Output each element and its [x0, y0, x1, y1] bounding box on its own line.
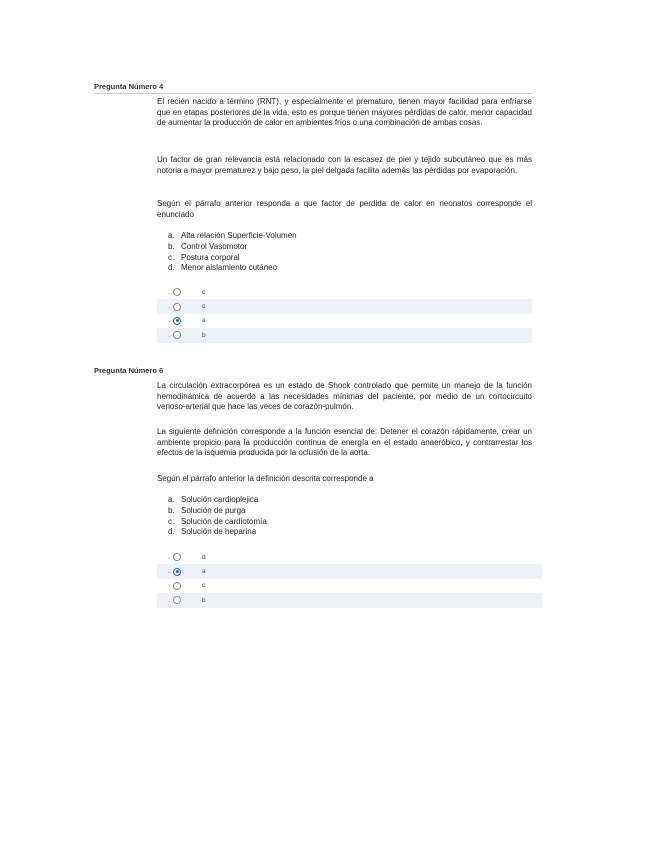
radio-button[interactable] [173, 288, 181, 296]
option-item: b. Solución de purga [168, 505, 246, 515]
option-item: b. Control Vasomotor [168, 241, 248, 251]
answer-row[interactable]: . c [157, 299, 532, 313]
question-paragraph: Un factor de gran relevancia está relacionado con la escasez de piel y tejido subcutáneo que es más notoria a mayor prematurez y bajo peso, la piel delgada facilita además las pérdidas por evaporación. [157, 155, 532, 175]
radio-button-selected[interactable] [173, 568, 181, 576]
answer-list [157, 285, 532, 343]
radio-button[interactable] [173, 331, 181, 339]
question-prompt: Según el párrafo anterior responda a que factor de perdida de calor en neonatos corresponde el enunciado [157, 199, 532, 219]
answer-row[interactable]: . a [168, 317, 206, 325]
option-item: d. Menor aislamiento cutáneo [168, 263, 278, 273]
answer-row[interactable]: . c [168, 582, 206, 590]
option-item: c. Postura corporal [168, 252, 240, 262]
answer-list [157, 550, 542, 608]
option-item: a. Solución cardioplejica [168, 495, 259, 504]
radio-button[interactable] [173, 303, 181, 311]
question-paragraph: El recién nacido a término (RNT), y especialmente el prematuro, tienen mayor facilidad para enfriarse que en etapas posteriores de la vida, esto es porque tienen mayores pérdidas de calor, menor capacidad de aumentar la producción de calor en ambientes fríos o una combinación de ambas cosas. [157, 97, 532, 128]
radio-button[interactable] [173, 582, 181, 590]
option-item: a. Alta relación Superficie-Volumen [168, 231, 297, 240]
answer-row[interactable]: . d [168, 553, 206, 561]
question-paragraph: La siguiente definición corresponde a la función esencial de: Detener el corazón rápidamente, crear un ambiente propicio para la producción continua de energía en el estado anaeróbico, y contrarrestar los efectos de la isquemia producida por la oclusión de la aorta. [157, 427, 532, 458]
radio-button-selected[interactable] [173, 317, 181, 325]
question-title: Pregunta Número 4 [94, 82, 164, 91]
question-title: Pregunta Número 6 [94, 366, 164, 375]
answer-row[interactable]: . b [157, 593, 542, 607]
question-paragraph: La circulación extracorpórea es un estado de Shock controlado que permite un manejo de la función hemodinámica de acuerdo a las necesidades mínimas del paciente, por medio de un cortocircuito venoso-arterial que hace las veces de corazón-pulmón. [157, 381, 532, 412]
divider [94, 93, 532, 94]
option-list [168, 231, 297, 274]
option-item: d. Solución de heparina [168, 527, 257, 537]
radio-button[interactable] [173, 553, 181, 561]
answer-row[interactable]: . a [157, 564, 542, 578]
radio-button[interactable] [173, 596, 181, 604]
option-list [168, 495, 267, 538]
option-item: c. Solución de cardiotomía [168, 516, 267, 526]
answer-row[interactable]: . c [168, 288, 206, 296]
question-prompt: Según el párrafo anterior la definición descrita corresponde a [157, 474, 374, 483]
answer-row[interactable]: . b [157, 328, 532, 342]
